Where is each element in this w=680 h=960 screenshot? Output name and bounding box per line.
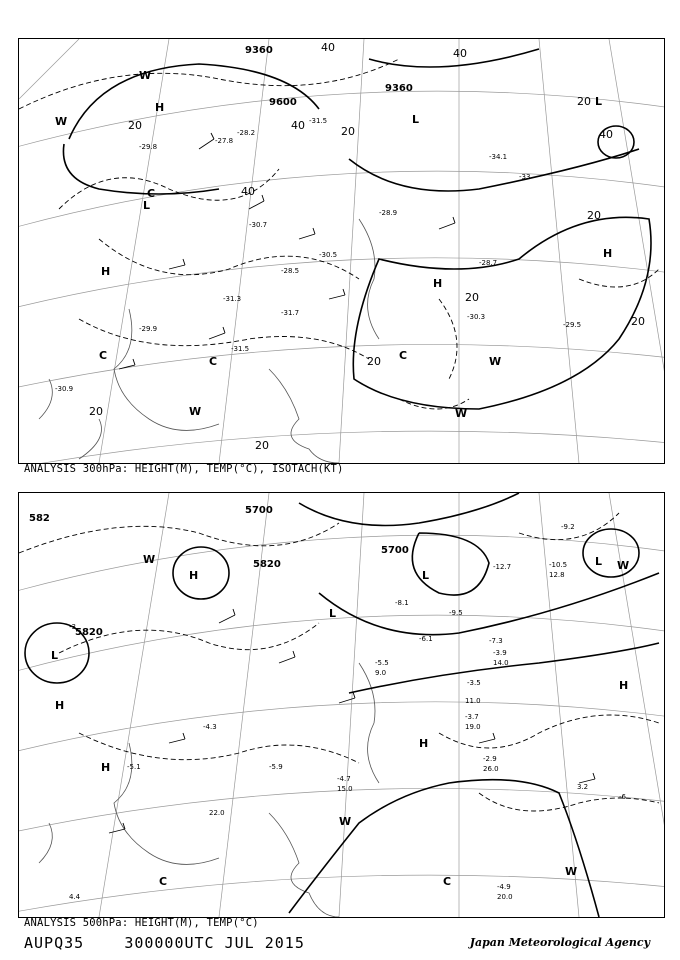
map-500hpa (19, 493, 664, 917)
isotach-label: 20 (255, 439, 269, 452)
station-temp: -28.2 (237, 129, 256, 137)
center-low: L (595, 95, 603, 108)
height-contours-300 (63, 49, 651, 409)
isotach-label: 20 (587, 209, 601, 222)
station-value: 11.0 (465, 697, 481, 705)
height-label: 5820 (75, 627, 103, 638)
map-300hpa (19, 39, 664, 463)
center-cold: C (147, 187, 156, 200)
station-value: 4.4 (69, 893, 81, 901)
caption-300hpa: ANALYSIS 300hPa: HEIGHT(M), TEMP(°C), ISOTACH(KT) (24, 463, 344, 475)
station-temp: -31.5 (309, 117, 328, 125)
station-temp: -31.5 (231, 345, 250, 353)
isotach-label: 20 (367, 355, 381, 368)
station-value: 9.0 (375, 669, 387, 677)
station-temp: -31.7 (281, 309, 300, 317)
station-value: 12.8 (549, 571, 565, 579)
center-high: H (619, 679, 629, 692)
isotach-label: 40 (599, 128, 613, 141)
chart-500hpa (18, 492, 665, 918)
center-high: H (603, 247, 613, 260)
station-value: -3.7 (465, 713, 479, 721)
isotach-label: 20 (89, 405, 103, 418)
station-temp: -34.1 (489, 153, 508, 161)
station-temp: -28.7 (479, 259, 498, 267)
valid-time: 300000UTC JUL 2015 (124, 934, 305, 952)
station-value: -8.1 (395, 599, 409, 607)
station-value: -9.5 (449, 609, 463, 617)
station-value: -7.3 (489, 637, 503, 645)
station-temp: -29.9 (139, 325, 158, 333)
station-value: -5.1 (127, 763, 141, 771)
station-value: -3.5 (467, 679, 481, 687)
station-temp: -33 (519, 173, 531, 181)
station-value: -5.5 (375, 659, 389, 667)
graticule-500 (19, 493, 664, 917)
isotach-label: 40 (321, 41, 335, 54)
station-temp: -28.9 (379, 209, 398, 217)
chart-code: AUPQ35 (24, 934, 85, 952)
station-value: 14.0 (493, 659, 509, 667)
station-value: -3.9 (493, 649, 507, 657)
isotach-label: 20 (341, 125, 355, 138)
isotach-label: 40 (453, 47, 467, 60)
station-value: -10.5 (549, 561, 568, 569)
station-value: -4.9 (497, 883, 511, 891)
height-label: 582 (29, 513, 50, 524)
station-value: 22.0 (209, 809, 225, 817)
station-value: -9.2 (561, 523, 575, 531)
center-low: L (595, 555, 603, 568)
isotach-label: 20 (631, 315, 645, 328)
station-temp: -27.8 (215, 137, 234, 145)
center-low: L (422, 569, 430, 582)
center-high: H (101, 265, 111, 278)
center-warm: W (489, 355, 502, 368)
isotach-label: 20 (577, 95, 591, 108)
wind-barbs-300 (119, 133, 455, 369)
dashed-isolines-300 (19, 59, 659, 409)
station-value: -2.9 (483, 755, 497, 763)
station-value: -12.7 (493, 563, 512, 571)
center-high: H (433, 277, 443, 290)
station-temp: -29.8 (139, 143, 158, 151)
height-label: 5700 (245, 505, 273, 516)
agency-name: Japan Meteorological Agency (469, 936, 650, 949)
center-warm: W (55, 115, 68, 128)
center-warm: W (339, 815, 352, 828)
center-cold: C (399, 349, 408, 362)
center-warm: W (565, 865, 578, 878)
center-cold: C (99, 349, 108, 362)
station-value: -6.1 (419, 635, 433, 643)
height-contours-500 (25, 493, 659, 917)
center-high: H (189, 569, 199, 582)
center-low: L (51, 649, 59, 662)
station-temp: -31.3 (223, 295, 242, 303)
chart-code-and-time (24, 934, 305, 952)
isotach-label: 40 (241, 185, 255, 198)
station-value: -5.9 (269, 763, 283, 771)
wind-barbs-500 (109, 609, 595, 833)
coastline-500 (39, 663, 379, 917)
center-warm: W (139, 69, 152, 82)
center-high: H (155, 101, 165, 114)
center-low: L (329, 607, 337, 620)
center-cold: C (159, 875, 168, 888)
isotach-label: 40 (291, 119, 305, 132)
center-cold: C (209, 355, 218, 368)
station-value: 19.0 (465, 723, 481, 731)
center-low: L (412, 113, 420, 126)
center-low: L (143, 199, 151, 212)
station-value: 15.0 (337, 785, 353, 793)
station-temp: -28.5 (281, 267, 300, 275)
station-value: 3.2 (577, 783, 589, 791)
station-temp: -29.5 (563, 321, 582, 329)
station-temp: -30.9 (55, 385, 74, 393)
center-high: H (101, 761, 111, 774)
station-value: -4.3 (203, 723, 217, 731)
center-warm: W (143, 553, 156, 566)
station-value: 26.0 (483, 765, 499, 773)
center-high: H (55, 699, 65, 712)
height-label: 5820 (253, 559, 281, 570)
station-value: 20.0 (497, 893, 513, 901)
station-value: -4.7 (337, 775, 351, 783)
isotach-label: 20 (128, 119, 142, 132)
dashed-isolines-500 (19, 513, 659, 811)
station-value: -6 (619, 793, 626, 801)
chart-300hpa (18, 38, 665, 464)
height-label: 9600 (269, 97, 297, 108)
center-cold: C (443, 875, 452, 888)
height-label: 9360 (385, 83, 413, 94)
center-warm: W (617, 559, 630, 572)
height-label: 9360 (245, 45, 273, 56)
station-value: -3 (69, 623, 76, 631)
center-high: H (419, 737, 429, 750)
isotach-label: 20 (465, 291, 479, 304)
station-temp: -30.7 (249, 221, 268, 229)
center-warm: W (189, 405, 202, 418)
height-label: 5700 (381, 545, 409, 556)
center-warm: W (455, 407, 468, 420)
station-temp: -30.5 (319, 251, 338, 259)
station-temp: -30.3 (467, 313, 486, 321)
caption-500hpa: ANALYSIS 500hPa: HEIGHT(M), TEMP(°C) (24, 917, 259, 929)
